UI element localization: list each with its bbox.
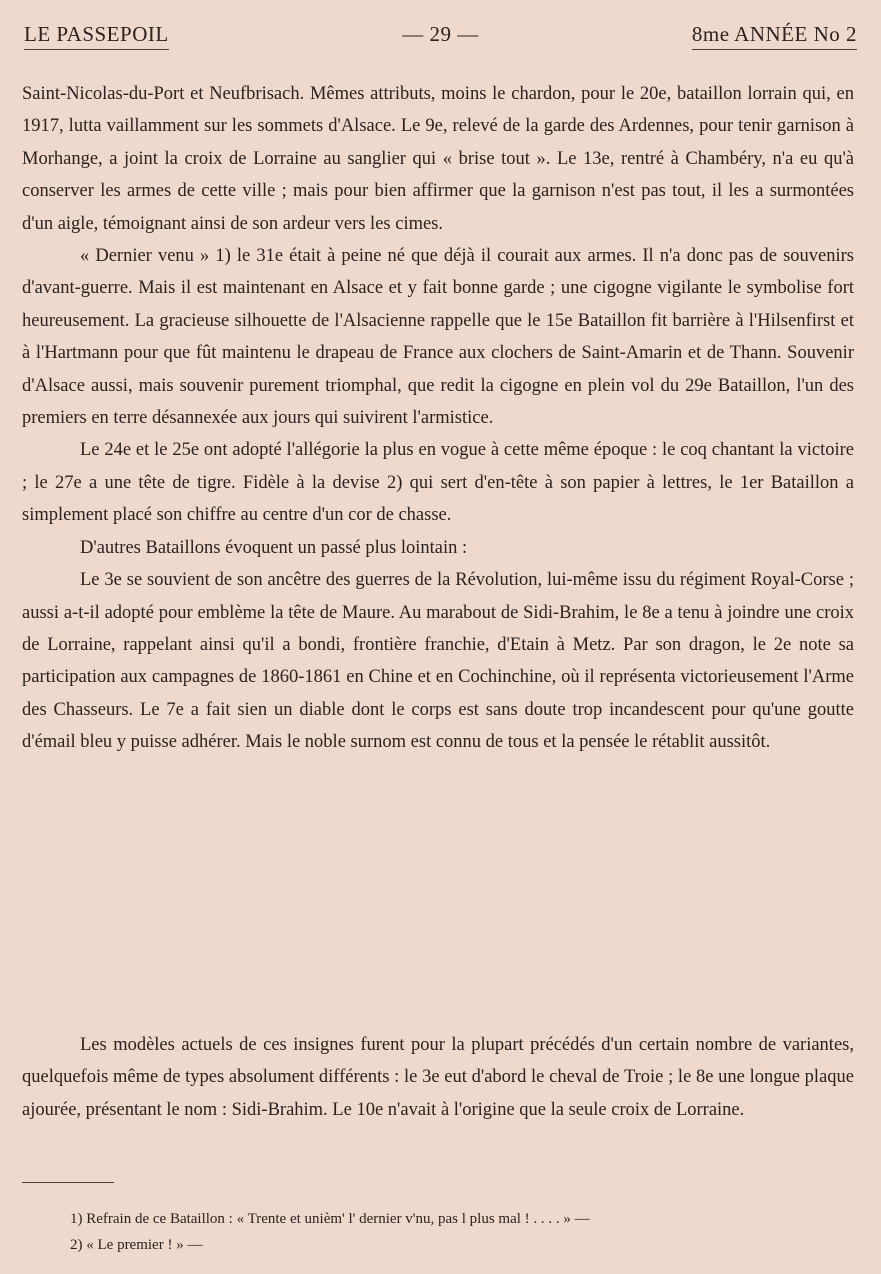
paragraph-3: Le 24e et le 25e ont adopté l'allégorie la plus en vogue à cette même époque : le coq chantant la victoire ; le 27e a une tête de tigre. Fidèle à la devise 2) qui sert d'en-tête à son papier à lettres, le 1er Bataillon a simplement placé son chiffre au centre d'un cor de chasse. <box>22 440 854 526</box>
page-number: — 29 — <box>402 22 479 46</box>
issue-info: 8me ANNÉE No 2 <box>692 22 857 50</box>
footnotes <box>70 1206 840 1258</box>
main-text <box>22 78 854 759</box>
paragraph-5: Le 3e se souvient de son ancêtre des guerres de la Révolution, lui-même issu du régiment Royal-Corse ; aussi a-t-il adopté pour emblème la tête de Maure. Au marabout de Sidi-Brahim, le 8e a tenu à joindre une croix de Lorraine, rappelant ainsi qu'il a bondi, frontière franchie, d'Etain à Metz. Par son dragon, le 2e note sa participation aux campagnes de 1860-1861 en Chine et en Cochinchine, où il représenta victorieusement l'Arme des Chasseurs. Le 7e a fait sien un diable dont le corps est sans doute trop incandescent pour qu'une goutte d'émail bleu y puisse adhérer. Mais le noble surnom est connu de tous et la pensée le rétablit aussitôt. <box>22 570 854 753</box>
paragraph-2: « Dernier venu » 1) le 31e était à peine né que déjà il courait aux armes. Il n'a donc pas de souvenirs d'avant-guerre. Mais il est maintenant en Alsace et y fait bonne garde ; une cigogne vigilante le symbolise fort heureusement. La gracieuse silhouette de l'Alsacienne rappelle que le 15e Bataillon fit barrière à l'Hilsenfirst et à l'Hartmann pour que fût maintenu le drapeau de France aux clochers de Saint-Amarin et de Thann. Souvenir d'Alsace aussi, mais souvenir purement triomphal, que redit la cigogne en plein vol du 29e Bataillon, l'un des premiers en terre désannexée aux jours qui suivirent l'armistice. <box>22 246 854 429</box>
paragraph-6: Les modèles actuels de ces insignes furent pour la plupart précédés d'un certain nombre de variantes, quelquefois même de types absolument différents : le 3e eut d'abord le cheval de Troie ; le 8e une longue plaque ajourée, présentant le nom : Sidi-Brahim. Le 10e n'avait à l'origine que la seule croix de Lorraine. <box>22 1035 854 1120</box>
lower-text <box>22 1029 854 1126</box>
footnote-1: 1) Refrain de ce Bataillon : « Trente et unièm' l' dernier v'nu, pas l plus mal ! . . . . » — <box>70 1211 590 1227</box>
paragraph-1: Saint-Nicolas-du-Port et Neufbrisach. Mêmes attributs, moins le chardon, pour le 20e, bataillon lorrain qui, en 1917, lutta vaillamment sur les sommets d'Alsace. Le 9e, relevé de la garde des Ardennes, pour tenir garnison à Morhange, a joint la croix de Lorraine au sanglier qui « brise tout ». Le 13e, rentré à Chambéry, n'a eu qu'à conserver les armes de cette ville ; mais pour bien affirmer que la garnison n'est pas tout, il les a surmontées d'un aigle, témoignant ainsi de son ardeur vers les cimes. <box>22 84 854 234</box>
footnote-rule <box>22 1182 114 1183</box>
paragraph-4: D'autres Bataillons évoquent un passé plus lointain : <box>80 537 468 558</box>
journal-title: LE PASSEPOIL <box>24 22 169 50</box>
page-header <box>24 22 857 52</box>
footnote-2: 2) « Le premier ! » — <box>70 1237 203 1253</box>
